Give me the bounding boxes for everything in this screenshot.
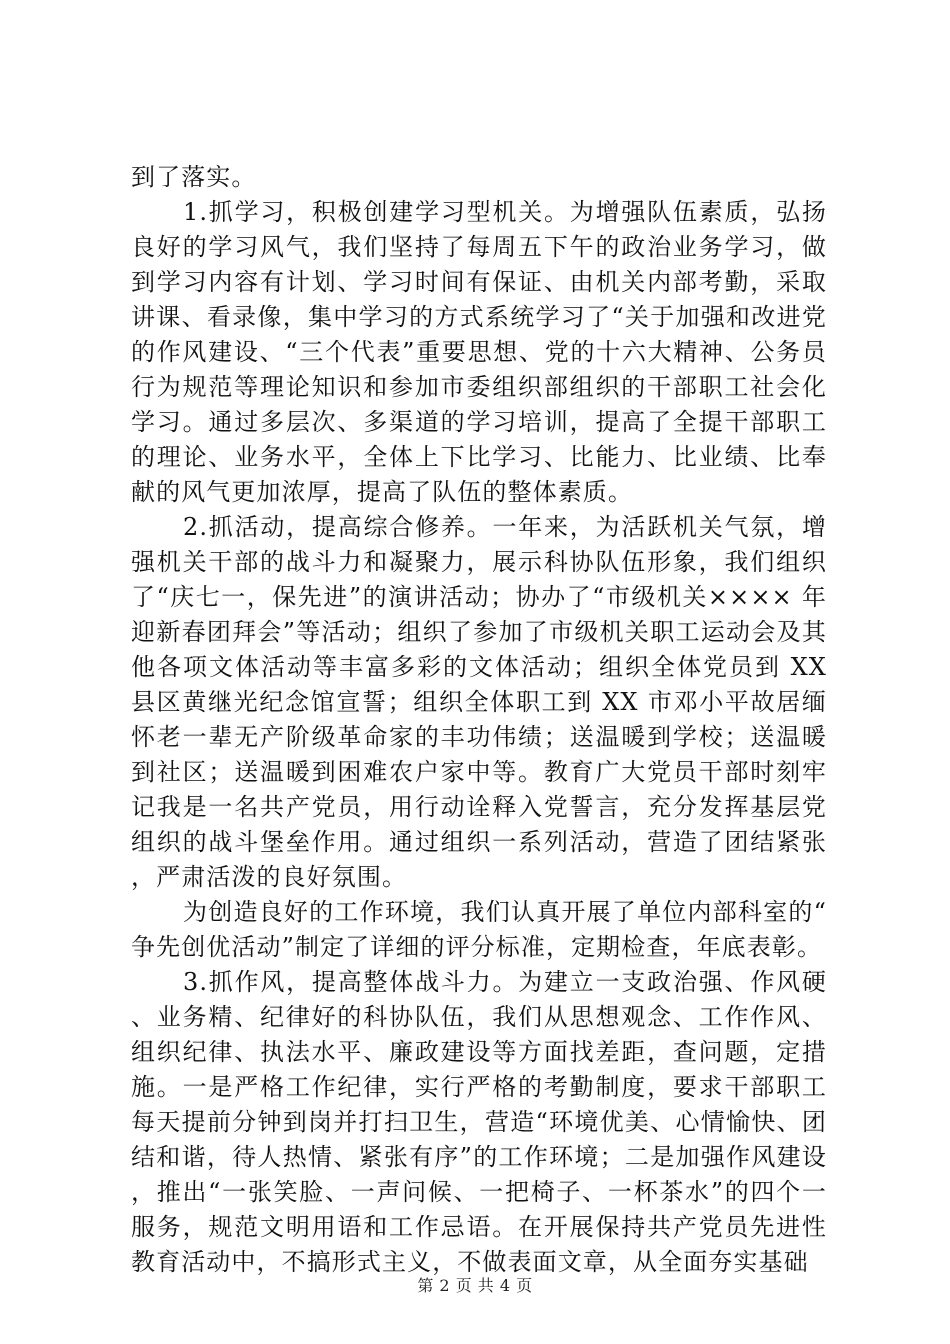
paragraph-activities: 2.抓活动，提高综合修养。一年来，为活跃机关气氛，增强机关干部的战斗力和凝聚力，展示科协队伍形象，我们组织了“庆七一，保先进”的演讲活动；协办了“市级机关×××× 年迎新春团拜会”等活动；组织了参加了市级机关职工运动会及其他各项文体活动等丰富多彩的文体活动；组织全体党员到 XX 县区黄继光纪念馆宣誓；组织全体职工到 XX 市邓小平故居缅怀老一辈无产阶级革命家的丰功伟绩；送温暖到学校；送温暖到社区；送温暖到困难农户家中等。教育广大党员干部时刻牢记我是一名共产党员，用行动诠释入党誓言，充分发挥基层党组织的战斗堡垒作用。通过组织一系列活动，营造了团结紧张，严肃活泼的良好氛围。 (131, 513, 827, 891)
document-body (131, 160, 827, 1280)
paragraph-continuation: 到了落实。 (131, 163, 257, 191)
page-number-footer: 第 2 页 共 4 页 (417, 1276, 533, 1295)
paragraph-work-style: 3.抓作风，提高整体战斗力。为建立一支政治强、作风硬、业务精、纪律好的科协队伍，我们从思想观念、工作作风、组织纪律、执法水平、廉政建设等方面找差距，查问题，定措施。一是严格工作纪律，实行严格的考勤制度，要求干部职工每天提前分钟到岗并打扫卫生，营造“环境优美、心情愉快、团结和谐，待人热情、紧张有序”的工作环境；二是加强作风建设，推出“一张笑脸、一声问候、一把椅子、一杯茶水”的四个一服务，规范文明用语和工作忌语。在开展保持共产党员先进性教育活动中，不搞形式主义，不做表面文章，从全面夯实基础 (131, 968, 827, 1276)
paragraph-environment: 为创造良好的工作环境，我们认真开展了单位内部科室的“争先创优活动”制定了详细的评分标准，定期检查，年底表彰。 (131, 898, 827, 961)
paragraph-study: 1.抓学习，积极创建学习型机关。为增强队伍素质，弘扬良好的学习风气，我们坚持了每周五下午的政治业务学习，做到学习内容有计划、学习时间有保证、由机关内部考勤，采取讲课、看录像，集中学习的方式系统学习了“关于加强和改进党的作风建设、“三个代表”重要思想、党的十六大精神、公务员行为规范等理论知识和参加市委组织部组织的干部职工社会化学习。通过多层次、多渠道的学习培训，提高了全提干部职工的理论、业务水平，全体上下比学习、比能力、比业绩、比奉献的风气更加浓厚，提高了队伍的整体素质。 (131, 198, 827, 506)
